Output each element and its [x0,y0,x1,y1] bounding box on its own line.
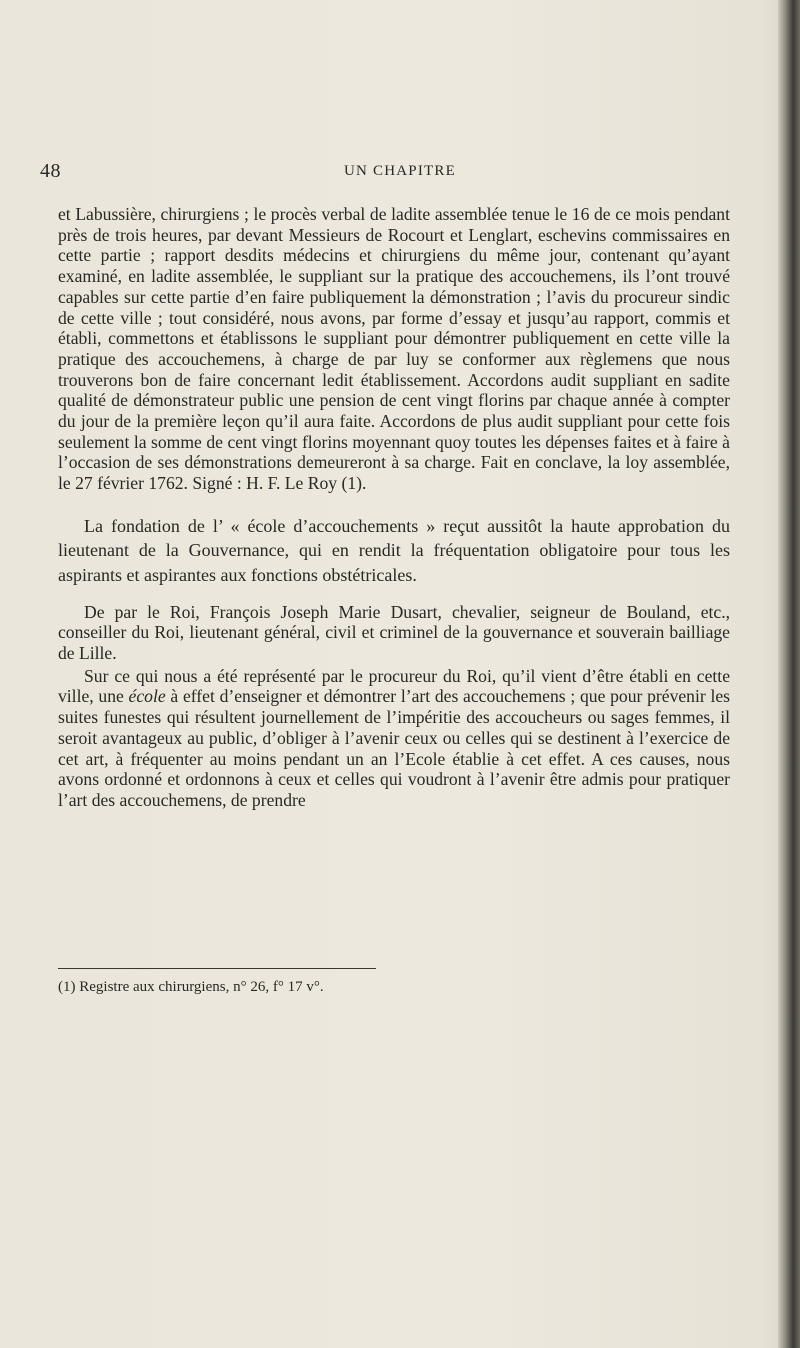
ordinance-body-paragraph [58,666,730,811]
quoted-ordinance [58,602,730,811]
ordinance-heading-paragraph: De par le Roi, François Joseph Marie Dusart, chevalier, seigneur de Bouland, etc., conseiller du Roi, lieutenant général, civil et criminel de la gouvernance et souverain bailliage de Lille. [58,601,730,664]
footnote: (1) Registre aux chirurgiens, n° 26, f° 17 v°. [58,979,324,995]
page-edge-shadow [778,0,800,1348]
footnote-rule [58,968,376,969]
page-number: 48 [40,160,61,182]
ordinance-text-after: à effet d’enseigner et démontrer l’art des accouchemens ; que pour prévenir les suites funestes qui résultent journellement de l’impéritie des accoucheurs ou sages femmes, il seroit avantageux au public, d’obliger à l’avenir ceux ou celles qui se destinent à l’exercice de cet art, à fréquenter au moins pendant un an l’Ecole établie à cet effet. A ces causes, nous avons ordonné et ordonnons à ceux et celles qui voudront à l’avenir être admis pour pratiquer l’art des accouchemens, de prendre [58,686,730,810]
ordinance-italic-word: école [128,686,166,707]
main-paragraph: La fondation de l’ « école d’accouchements » reçut aussitôt la haute approbation du lieutenant de la Gouvernance, qui en rendit la fréquentation obligatoire pour tous les aspirants et aspirantes aux fonctions obstétricales. [58,515,730,586]
quote-paragraph: et Labussière, chirurgiens ; le procès verbal de ladite assemblée tenue le 16 de ce mois pendant près de trois heures, par devant Messieurs de Rocourt et Lenglart, eschevins commissaires en cette partie ; rapport desdits médecins et chirurgiens du même jour, contenant qu’ayant examiné, en ladite assemblée, le suppliant sur la pratique des accouchemens, ils l’ont trouvé capables sur cette partie d’en faire publiquement la démonstration ; l’avis du procureur sindic de cette ville ; tout considéré, nous avons, par forme d’essay et jusqu’au rapport, commis et établi, commettons et établissons le suppliant pour démontrer publiquement en cette ville la pratique des accouchemens, à charge de par luy se conformer aux règlemens que nous trouverons bon de faire concernant ledit établissement. Accordons audit suppliant en sadite qualité de démonstrateur public une pension de cent vingt florins par chaque année à compter du jour de la première leçon qu’il aura faite. Accordons de plus audit suppliant pour cette fois seulement la somme de cent vingt florins moyennant quoy toutes les dépenses faites et à faire à l’occasion de ses démonstrations demeureront à sa charge. Fait en conclave, la loy assemblée, le 27 février 1762. Signé : H. F. Le Roy (1). [58,204,730,494]
ordinance-text-before: Sur ce qui nous a été représenté par le procureur du Roi, qu’il vient d’être établi en cette ville, une [58,665,730,707]
running-head: UN CHAPITRE [344,163,456,179]
body-text [58,204,730,811]
quoted-document-end [58,204,730,494]
main-paragraph-block [58,514,730,588]
